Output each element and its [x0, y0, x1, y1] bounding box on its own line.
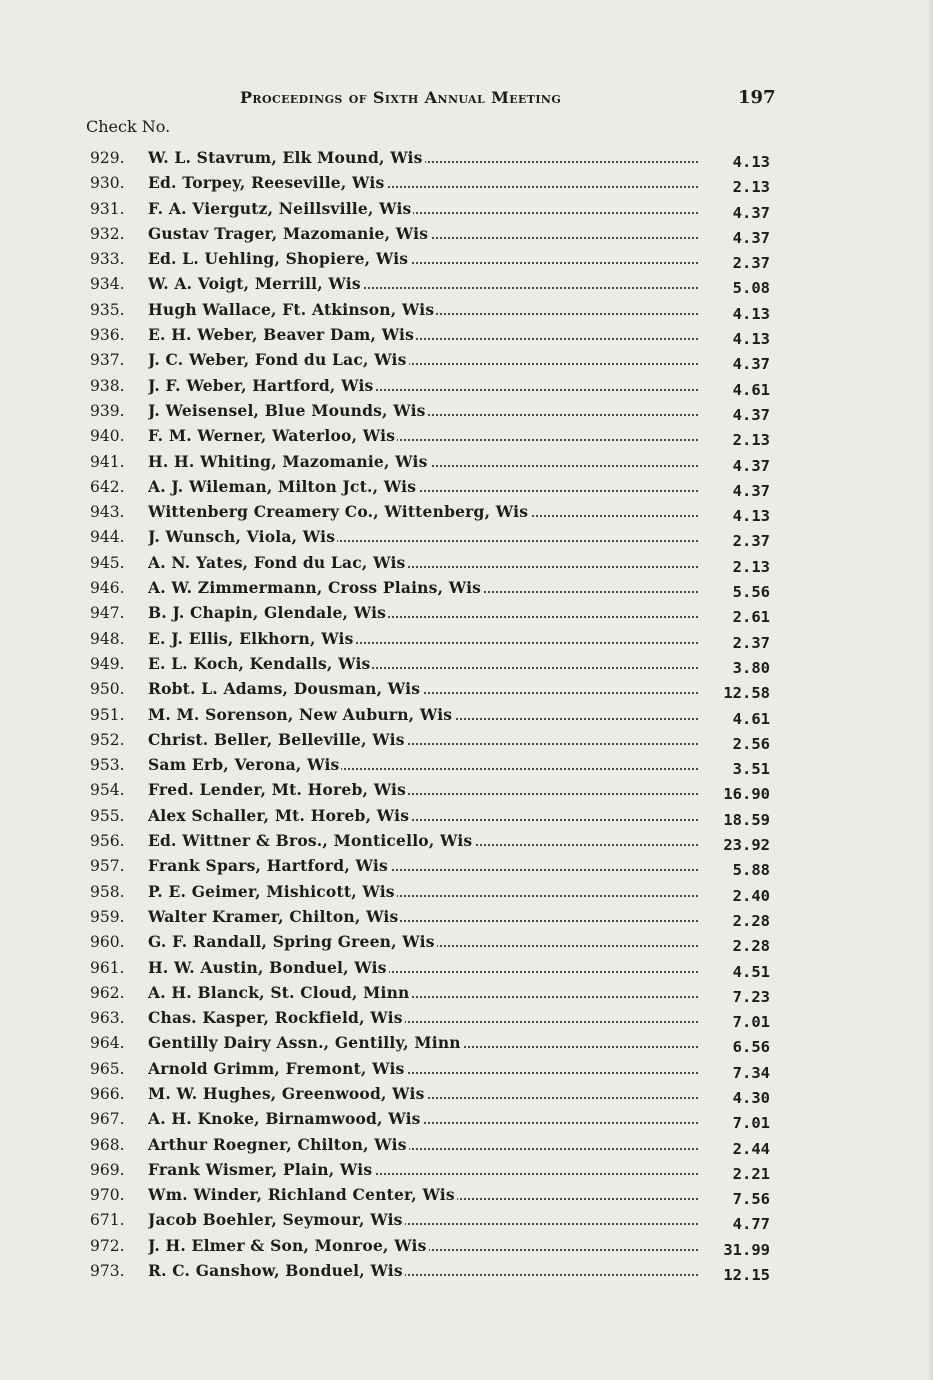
payee-name: Arnold Grimm, Fremont, Wis [148, 1058, 405, 1078]
amount: 4.13 [732, 153, 770, 171]
payee-name: Ed. Wittner & Bros., Monticello, Wis [148, 831, 473, 851]
payee-name: Frank Wismer, Plain, Wis [148, 1159, 373, 1179]
amount: 18.59 [723, 810, 770, 829]
payee-name-leader [148, 147, 698, 169]
check-number: 948. [90, 629, 125, 648]
check-number: 960. [90, 933, 125, 952]
payee-name-leader [148, 931, 698, 953]
payee-name: J. F. Weber, Hartford, Wis [148, 375, 374, 395]
check-number: 969. [90, 1160, 125, 1179]
list-item [86, 223, 786, 248]
list-item [86, 451, 786, 476]
amount: 4.37 [732, 203, 770, 222]
payee-name: A. W. Zimmermann, Cross Plains, Wis [148, 578, 482, 598]
check-number: 973. [90, 1262, 125, 1281]
payee-name: Frank Spars, Hartford, Wis [148, 856, 388, 876]
payee-name: H. H. Whiting, Mazomanie, Wis [148, 451, 428, 471]
amount: 2.13 [732, 178, 770, 197]
amount: 4.37 [732, 405, 770, 424]
payee-name-leader [148, 754, 698, 776]
list-item [86, 653, 786, 678]
payee-name: H. W. Austin, Bonduel, Wis [148, 957, 387, 977]
column-label-check-no: Check No. [86, 117, 171, 136]
payee-name: Walter Kramer, Chilton, Wis [148, 906, 399, 926]
list-item [86, 678, 786, 703]
check-number: 957. [90, 857, 125, 876]
page-edge [927, 0, 933, 1380]
check-number: 958. [90, 882, 125, 901]
check-number: 947. [90, 604, 125, 623]
check-number: 953. [90, 756, 125, 775]
payee-name: R. C. Ganshow, Bonduel, Wis [148, 1261, 403, 1281]
list-item [86, 754, 786, 779]
payee-name-leader [148, 1209, 698, 1231]
check-number: 950. [90, 680, 125, 699]
payee-name-leader [148, 577, 698, 599]
payee-name: A. N. Yates, Fond du Lac, Wis [148, 552, 406, 572]
list-item [86, 1007, 786, 1032]
check-number: 967. [90, 1110, 125, 1129]
list-item [86, 628, 786, 653]
check-number: 939. [90, 401, 125, 420]
check-number: 945. [90, 553, 125, 572]
payee-name: F. A. Viergutz, Neillsville, Wis [148, 198, 412, 218]
payee-name: J. C. Weber, Fond du Lac, Wis [148, 350, 407, 370]
amount: 2.56 [732, 734, 770, 753]
payee-name: M. M. Sorenson, New Auburn, Wis [148, 704, 453, 724]
payee-name-leader [148, 451, 698, 473]
amount: 4.13 [732, 507, 770, 526]
list-item [86, 779, 786, 804]
check-number: 952. [90, 730, 125, 749]
amount: 12.58 [723, 684, 770, 703]
check-number: 940. [90, 427, 125, 446]
payee-name-leader [148, 729, 698, 751]
payee-name: E. H. Weber, Beaver Dam, Wis [148, 325, 415, 345]
check-number: 642. [90, 477, 125, 496]
check-number: 954. [90, 781, 125, 800]
payee-name-leader [148, 779, 698, 801]
payee-name: J. Wunsch, Viola, Wis [148, 527, 336, 547]
check-number: 932. [90, 224, 125, 243]
payee-name-leader [148, 400, 698, 422]
payee-name: E. J. Ellis, Elkhorn, Wis [148, 628, 354, 648]
check-number: 929. [90, 149, 125, 167]
list-item [86, 1184, 786, 1209]
check-number: 970. [90, 1186, 125, 1205]
check-number: 931. [90, 199, 125, 218]
amount: 2.28 [732, 937, 770, 956]
payee-name-leader [148, 881, 698, 903]
page-header [0, 88, 933, 112]
check-list [86, 147, 786, 1285]
check-number: 968. [90, 1135, 125, 1154]
payee-name-leader [148, 982, 698, 1004]
payee-name-leader [148, 349, 698, 371]
list-item [86, 729, 786, 754]
amount: 5.56 [732, 583, 770, 602]
amount: 4.77 [732, 1215, 770, 1234]
payee-name: Robt. L. Adams, Dousman, Wis [148, 679, 421, 699]
amount: 7.23 [732, 987, 770, 1006]
amount: 6.56 [732, 1038, 770, 1057]
payee-name: Gustav Trager, Mazomanie, Wis [148, 223, 429, 243]
list-item [86, 425, 786, 450]
amount: 2.28 [732, 911, 770, 930]
payee-name-leader [148, 1159, 698, 1181]
payee-name-leader [148, 1184, 698, 1206]
amount: 23.92 [723, 836, 770, 855]
amount: 7.01 [732, 1114, 770, 1133]
check-number: 961. [90, 958, 125, 977]
payee-name-leader [148, 299, 698, 321]
payee-name-leader [148, 476, 698, 498]
payee-name: P. E. Geimer, Mishicott, Wis [148, 881, 395, 901]
payee-name-leader [148, 526, 698, 548]
payee-name: Alex Schaller, Mt. Horeb, Wis [148, 805, 410, 825]
payee-name: Wittenberg Creamery Co., Wittenberg, Wis [148, 502, 529, 522]
amount: 4.61 [732, 709, 770, 728]
amount: 31.99 [723, 1240, 770, 1259]
page-number: 197 [738, 87, 776, 108]
payee-name-leader [148, 678, 698, 700]
payee-name: Ed. L. Uehling, Shopiere, Wis [148, 249, 409, 269]
payee-name-leader [148, 805, 698, 827]
check-number: 938. [90, 376, 125, 395]
payee-name-leader [148, 1260, 698, 1282]
list-item [86, 349, 786, 374]
list-item [86, 1209, 786, 1234]
check-number: 966. [90, 1084, 125, 1103]
check-number: 936. [90, 326, 125, 345]
payee-name-leader [148, 223, 698, 245]
payee-name-leader [148, 855, 698, 877]
payee-name: Fred. Lender, Mt. Horeb, Wis [148, 780, 407, 800]
list-item [86, 1108, 786, 1133]
check-number: 934. [90, 275, 125, 294]
amount: 2.44 [732, 1139, 770, 1158]
list-item [86, 552, 786, 577]
amount: 2.37 [732, 532, 770, 551]
list-item [86, 299, 786, 324]
payee-name: Chas. Kasper, Rockfield, Wis [148, 1008, 403, 1028]
amount: 2.40 [732, 886, 770, 905]
payee-name-leader [148, 628, 698, 650]
payee-name-leader [148, 704, 698, 726]
amount: 4.30 [732, 1088, 770, 1107]
list-item [86, 1260, 786, 1285]
list-item [86, 1235, 786, 1260]
list-item [86, 931, 786, 956]
check-number: 671. [90, 1211, 125, 1230]
payee-name-leader [148, 198, 698, 220]
check-number: 955. [90, 806, 125, 825]
list-item [86, 501, 786, 526]
running-head: Proceedings of Sixth Annual Meeting [240, 88, 562, 107]
list-item [86, 906, 786, 931]
payee-name-leader [148, 1235, 698, 1257]
payee-name: Christ. Beller, Belleville, Wis [148, 729, 405, 749]
amount: 4.37 [732, 228, 770, 247]
amount: 5.88 [732, 861, 770, 880]
payee-name: A. H. Knoke, Birnamwood, Wis [148, 1109, 421, 1129]
payee-name: E. L. Koch, Kendalls, Wis [148, 653, 371, 673]
amount: 2.13 [732, 557, 770, 576]
amount: 3.80 [732, 658, 770, 677]
payee-name: J. Weisensel, Blue Mounds, Wis [148, 400, 426, 420]
list-item [86, 805, 786, 830]
list-item [86, 273, 786, 298]
payee-name: J. H. Elmer & Son, Monroe, Wis [148, 1235, 427, 1255]
list-item [86, 1032, 786, 1057]
check-number: 935. [90, 300, 125, 319]
amount: 4.13 [732, 330, 770, 349]
amount: 16.90 [723, 785, 770, 804]
payee-name-leader [148, 324, 698, 346]
amount: 4.13 [732, 304, 770, 323]
check-number: 937. [90, 351, 125, 370]
list-item [86, 704, 786, 729]
check-number: 930. [90, 174, 125, 193]
check-number: 951. [90, 705, 125, 724]
amount: 2.37 [732, 633, 770, 652]
payee-name: A. H. Blanck, St. Cloud, Minn [148, 982, 410, 1002]
payee-name: W. L. Stavrum, Elk Mound, Wis [148, 148, 423, 167]
check-number: 943. [90, 503, 125, 522]
list-item [86, 375, 786, 400]
list-item [86, 172, 786, 197]
amount: 2.37 [732, 254, 770, 273]
list-item [86, 855, 786, 880]
payee-name-leader [148, 1083, 698, 1105]
payee-name-leader [148, 248, 698, 270]
list-item [86, 324, 786, 349]
payee-name-leader [148, 653, 698, 675]
amount: 2.21 [732, 1164, 770, 1183]
payee-name: Arthur Roegner, Chilton, Wis [148, 1134, 407, 1154]
amount: 7.34 [732, 1063, 770, 1082]
amount: 7.56 [732, 1190, 770, 1209]
payee-name: Sam Erb, Verona, Wis [148, 755, 340, 775]
check-number: 972. [90, 1236, 125, 1255]
payee-name: G. F. Randall, Spring Green, Wis [148, 932, 435, 952]
payee-name-leader [148, 501, 698, 523]
payee-name-leader [148, 375, 698, 397]
payee-name: Ed. Torpey, Reeseville, Wis [148, 173, 385, 193]
check-number: 964. [90, 1034, 125, 1053]
payee-name-leader [148, 425, 698, 447]
check-number: 941. [90, 452, 125, 471]
amount: 4.61 [732, 380, 770, 399]
check-number: 933. [90, 250, 125, 269]
list-item [86, 476, 786, 501]
payee-name-leader [148, 1032, 698, 1054]
list-item [86, 248, 786, 273]
payee-name: Gentilly Dairy Assn., Gentilly, Minn [148, 1033, 461, 1053]
list-item [86, 1058, 786, 1083]
amount: 4.37 [732, 456, 770, 475]
payee-name: F. M. Werner, Waterloo, Wis [148, 426, 396, 446]
payee-name-leader [148, 552, 698, 574]
check-number: 962. [90, 983, 125, 1002]
check-number: 956. [90, 832, 125, 851]
amount: 4.37 [732, 481, 770, 500]
payee-name: Hugh Wallace, Ft. Atkinson, Wis [148, 299, 435, 319]
payee-name-leader [148, 957, 698, 979]
list-item [86, 957, 786, 982]
amount: 3.51 [732, 760, 770, 779]
payee-name-leader [148, 1108, 698, 1130]
list-item [86, 602, 786, 627]
list-item [86, 1134, 786, 1159]
list-item [86, 400, 786, 425]
check-number: 949. [90, 654, 125, 673]
amount: 2.13 [732, 431, 770, 450]
amount: 4.37 [732, 355, 770, 374]
amount: 2.61 [732, 608, 770, 627]
check-number: 944. [90, 528, 125, 547]
payee-name: Wm. Winder, Richland Center, Wis [148, 1185, 455, 1205]
payee-name-leader [148, 1134, 698, 1156]
list-item [86, 1159, 786, 1184]
list-item [86, 526, 786, 551]
payee-name-leader [148, 602, 698, 624]
list-item [86, 198, 786, 223]
payee-name-leader [148, 172, 698, 194]
list-item [86, 1083, 786, 1108]
payee-name-leader [148, 273, 698, 295]
payee-name-leader [148, 906, 698, 928]
check-number: 946. [90, 579, 125, 598]
payee-name-leader [148, 830, 698, 852]
amount: 4.51 [732, 962, 770, 981]
check-number: 963. [90, 1009, 125, 1028]
amount: 5.08 [732, 279, 770, 298]
payee-name-leader [148, 1058, 698, 1080]
payee-name-leader [148, 1007, 698, 1029]
list-item [86, 577, 786, 602]
payee-name: A. J. Wileman, Milton Jct., Wis [148, 476, 417, 496]
payee-name: W. A. Voigt, Merrill, Wis [148, 274, 361, 294]
payee-name: M. W. Hughes, Greenwood, Wis [148, 1083, 425, 1103]
list-item [86, 982, 786, 1007]
list-item [86, 881, 786, 906]
list-item [86, 830, 786, 855]
check-number: 959. [90, 907, 125, 926]
list-item [86, 147, 786, 172]
payee-name: B. J. Chapin, Glendale, Wis [148, 603, 387, 623]
check-number: 965. [90, 1059, 125, 1078]
amount: 7.01 [732, 1013, 770, 1032]
amount: 12.15 [723, 1266, 770, 1285]
payee-name: Jacob Boehler, Seymour, Wis [148, 1210, 403, 1230]
